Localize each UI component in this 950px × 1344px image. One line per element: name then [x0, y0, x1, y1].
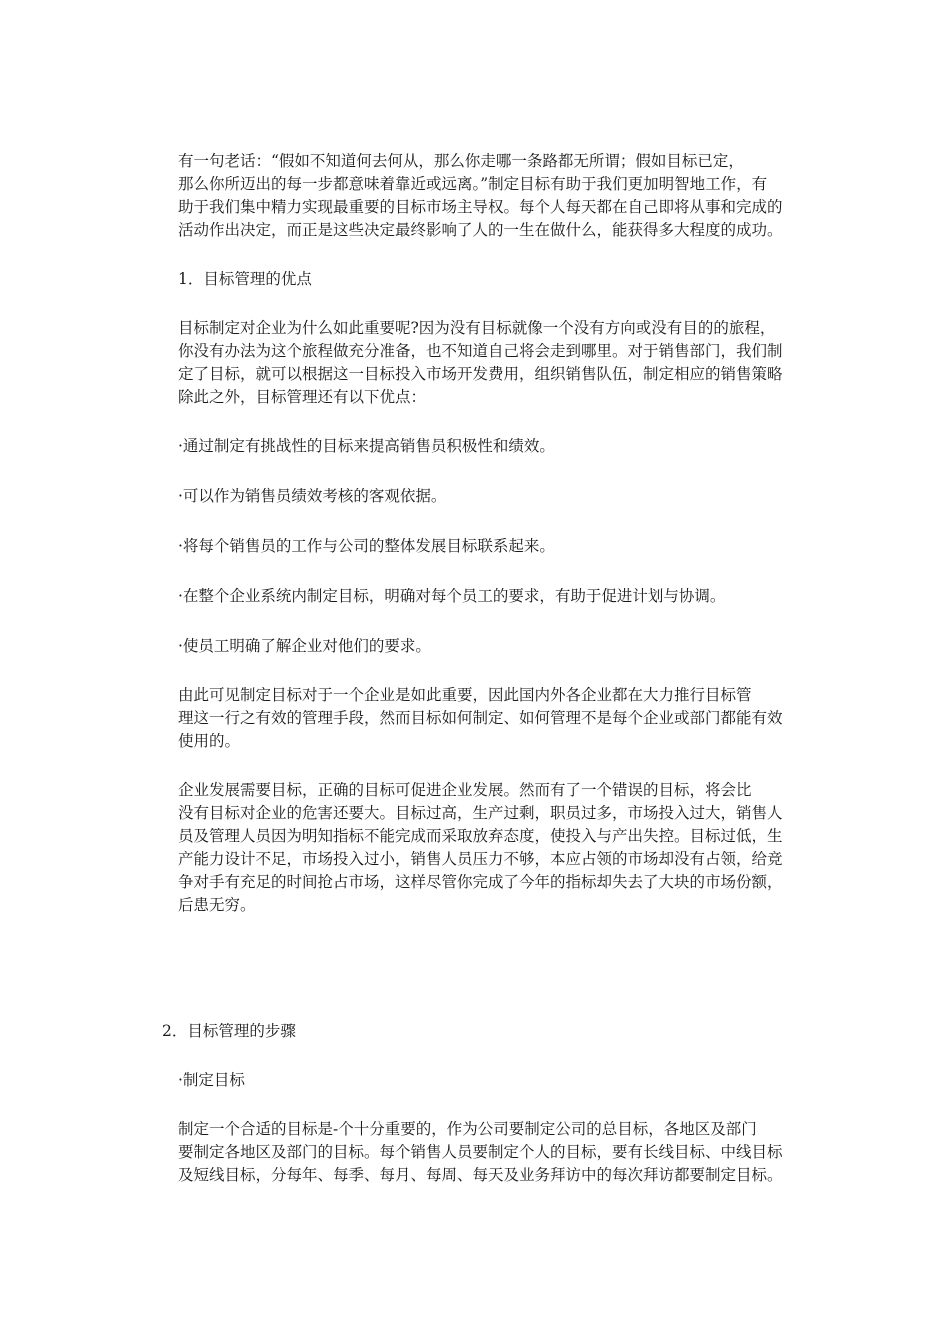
- intro-paragraph: [145, 150, 813, 242]
- text-line: 理这一行之有效的管理手段，然而目标如何制定、如何管理不是每个企业或部门都能有效: [178, 709, 783, 727]
- text-line: 由此可见制定目标对于一个企业是如此重要，因此国内外各企业都在大力推行目标管: [178, 686, 752, 704]
- text-line: 争对手有充足的时间抢占市场，这样尽管你完成了今年的指标却失去了大块的市场份额，: [178, 873, 783, 891]
- bullet-item: ·使员工明确了解企业对他们的要求。: [178, 637, 431, 655]
- document-page: [145, 150, 813, 1187]
- section1-paragraph: [145, 317, 813, 409]
- text-line: 企业发展需要目标，正确的目标可促进企业发展。然而有了一个错误的目标，将会比: [178, 781, 752, 799]
- text-line: 及短线目标，分每年、每季、每月、每周、每天及业务拜访中的每次拜访都要制定目标。: [178, 1166, 783, 1184]
- text-line: 使用的。: [178, 732, 241, 750]
- text-line: 助于我们集中精力实现最重要的目标市场主导权。每个人每天都在自己即将从事和完成的: [178, 198, 783, 216]
- bullet-item: ·通过制定有挑战性的目标来提高销售员积极性和绩效。: [178, 437, 555, 455]
- section2-heading: 2．目标管理的步骤: [162, 1022, 296, 1040]
- section2-subheading: ·制定目标: [178, 1071, 245, 1089]
- text-line: 有一句老话：“假如不知道何去何从，那么你走哪一条路都无所谓；假如目标已定，: [178, 152, 744, 170]
- bullet-item: ·将每个销售员的工作与公司的整体发展目标联系起来。: [178, 537, 555, 555]
- text-line: 你没有办法为这个旅程做充分准备，也不知道自己将会走到哪里。对于销售部门，我们制: [178, 342, 783, 360]
- text-line: 目标制定对企业为什么如此重要呢?因为没有目标就像一个没有方向或没有目的的旅程，: [178, 319, 776, 337]
- bullet-item: ·在整个企业系统内制定目标，明确对每个员工的要求，有助于促进计划与协调。: [178, 587, 726, 605]
- importance-paragraph: [145, 684, 813, 753]
- text-line: 除此之外，目标管理还有以下优点：: [178, 388, 427, 406]
- bullet-item: ·可以作为销售员绩效考核的客观依据。: [178, 487, 447, 505]
- text-line: 制定一个合适的目标是-个十分重要的，作为公司要制定公司的总目标，各地区及部门: [178, 1120, 757, 1138]
- text-line: 活动作出决定，而正是这些决定最终影响了人的一生在做什么，能获得多大程度的成功。: [178, 221, 783, 239]
- text-line: 要制定各地区及部门的目标。每个销售人员要制定个人的目标，要有长线目标、中线目标: [178, 1143, 783, 1161]
- text-line: 定了目标，就可以根据这一目标投入市场开发费用，组织销售队伍，制定相应的销售策略: [178, 365, 783, 383]
- development-paragraph: [145, 779, 813, 917]
- section1-heading: 1．目标管理的优点: [178, 270, 312, 288]
- text-line: 那么你所迈出的每一步都意味着靠近或远离。”制定目标有助于我们更加明智地工作，有: [178, 175, 768, 193]
- text-line: 后患无穷。: [178, 896, 256, 914]
- section2-paragraph: [145, 1118, 813, 1187]
- text-line: 员及管理人员因为明知指标不能完成而采取放弃态度，使投入与产出失控。目标过低，生: [178, 827, 783, 845]
- text-line: 产能力设计不足，市场投入过小，销售人员压力不够，本应占领的市场却没有占领，给竞: [178, 850, 783, 868]
- text-line: 没有目标对企业的危害还要大。目标过高，生产过剩，职员过多，市场投入过大，销售人: [178, 804, 783, 822]
